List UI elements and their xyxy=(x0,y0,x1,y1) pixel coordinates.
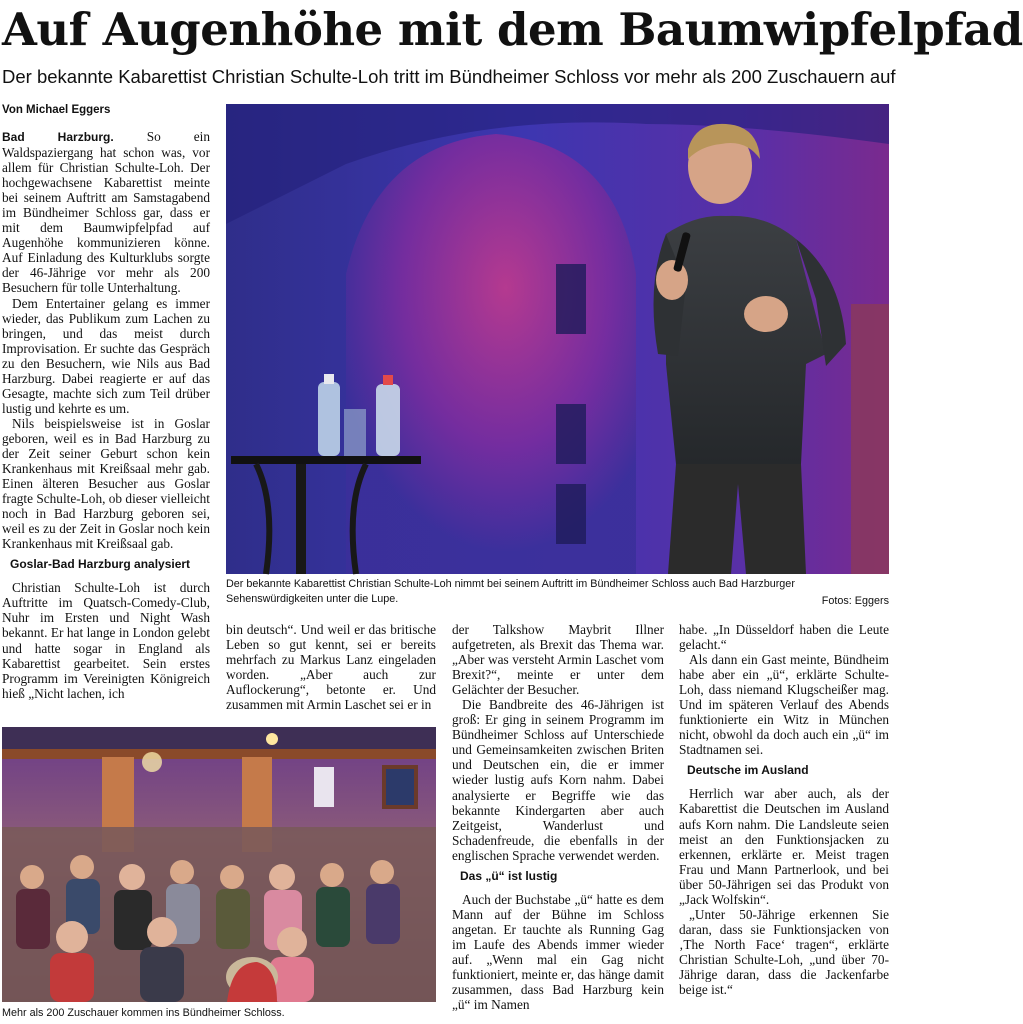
audience-photo-caption: Mehr als 200 Zuschauer kommen ins Bündheimer Schloss. xyxy=(2,1007,285,1019)
paragraph: Dem Entertainer gelang es immer wieder, das Publikum zum Lachen zu bringen, und das meist durch Improvisation. Er suchte das Gespräch zu den Besuchern, wie Nils aus Bad Harzburg. Dabei reagierte er auf das Gesagte, machte sich zum Teil drüber lustig und kehrte es um. xyxy=(2,295,210,416)
dateline: Bad Harzburg. xyxy=(2,130,114,144)
paragraph-text: So ein Waldspaziergang hat schon was, vor allem für Christian Schulte-Loh. Der hochgewachsene Kabarettist meinte bei seinem Auftritt am Samstagabend im Bündheimer Schloss gar, dass er mit dem Baumwipfelpfad auf Augenhöhe kommunizieren könne. Auf Einladung des Kulturklubs sorgte der 46-Jährige vor mehr als 200 Besuchern für tolle Unterhaltung. xyxy=(2,129,210,296)
subheading: Deutsche im Ausland xyxy=(687,763,809,778)
photo-credit: Fotos: Eggers xyxy=(821,595,889,607)
column-3 xyxy=(452,622,664,1012)
paragraph: der Talkshow Maybrit Illner aufgetreten, als Brexit das Thema war. „Aber was versteht Armin Laschet vom Brexit?“, meinte er unter dem Gelächter der Besucher. xyxy=(452,622,664,698)
stage-photo-caption: Der bekannte Kabarettist Christian Schulte-Loh nimmt bei seinem Auftritt im Bündheimer Schloss auch Bad Harzburger Sehenswürdigkeiten unter die Lupe. xyxy=(226,578,795,605)
subheading: Goslar-Bad Harzburg analysiert xyxy=(10,557,191,572)
paragraph: Christian Schulte-Loh ist durch Auftritte im Quatsch-Comedy-Club, Nuhr im Ersten und Night Wash bekannt. Er hat lange in London gelebt und hatte sogar in England als Kabarettist gearbeitet. Sein erstes Programm im Vereinigten Königreich hieß „Nicht lachen, ich xyxy=(2,580,210,701)
paragraph: Auch der Buchstabe „ü“ hatte es dem Mann auf der Bühne im Schloss angetan. Er tauchte als Running Gag im Laufe des Abends immer wieder auf. „Wenn mal ein Gag nicht funktioniert, meinte er, das hänge damit zusammen, dass Bad Harzburg kein „ü“ im Namen xyxy=(452,891,664,1013)
stage-photo-image xyxy=(226,104,889,574)
subheading: Das „ü“ ist lustig xyxy=(460,868,558,883)
article-subheadline: Der bekannte Kabarettist Christian Schulte-Loh tritt im Bündheimer Schloss vor mehr als 200 Zuschauern auf xyxy=(2,66,896,87)
paragraph: bin deutsch“. Und weil er das britische Leben so gut kennt, sei er bereits mehrfach zu Markus Lanz eingeladen worden. „Aber auch zur Auflockerung“, betonte er. Und zusammen mit Armin Laschet sei er in xyxy=(226,622,436,713)
audience-photo xyxy=(2,727,436,1002)
audience-photo-image xyxy=(2,727,436,1002)
stage-photo xyxy=(226,104,889,574)
paragraph: Nils beispielsweise ist in Goslar geboren, weil es in Bad Harzburg zu der Zeit seiner Geburt schon kein Krankenhaus mit Kreißsaal mehr gab. Einen älteren Besucher aus Goslar fragte Schulte-Loh, ob dieser vielleicht noch in Bad Harzburg geboren sei, weil es zu der Zeit in Goslar noch kein Krankenhaus mit Kreißsaal gab. xyxy=(2,415,210,552)
paragraph xyxy=(2,129,210,296)
column-2 xyxy=(226,622,436,712)
column-4 xyxy=(679,622,889,997)
paragraph: „Unter 50-Jährige erkennen Sie daran, dass sie Funktionsjacken von ‚The North Face‘ tragen“, erklärte Christian Schulte-Loh, „und über 70-Jährige daran, dass die Jackenfarbe beige ist.“ xyxy=(679,906,889,998)
paragraph: Die Bandbreite des 46-Jährigen ist groß: Er ging in seinem Programm im Bündheimer Schloss auf Unterschiede und Gemeinsamkeiten zwischen Briten und Deutschen ein, die er immer wieder lustig aufs Korn nahm. Dabei analysierte er Begriffe wie das bekannte Kindergarten aber auch Zeitgeist, Wanderlust und Schadenfreude, die ebenfalls in der englischen Sprache verwendet werden. xyxy=(452,697,664,863)
column-1 xyxy=(2,129,210,701)
paragraph: Herrlich war aber auch, als der Kabarettist die Deutschen im Ausland aufs Korn nahm. Die Landsleute seien meist an den Funktionsjacken zu erkennen, erklärte er. Meist tragen Frau und Mann Partnerlook, und bei über 50-Jährigen sei das Produkt von „Jack Wolfskin“. xyxy=(679,786,889,907)
paragraph: habe. „In Düsseldorf haben die Leute gelacht.“ xyxy=(679,622,889,653)
article-headline: Auf Augenhöhe mit dem Baumwipfelpfad xyxy=(2,3,1023,56)
paragraph: Als dann ein Gast meinte, Bündheim habe aber ein „ü“, erklärte Schulte-Loh, dass niemand Klugscheißer mag. Und im späteren Verlauf des Abends funktionierte ein Witz in München nicht, obwohl da doch auch ein „ü“ im Stadtnamen sei. xyxy=(679,652,889,758)
byline: Von Michael Eggers xyxy=(2,104,111,116)
